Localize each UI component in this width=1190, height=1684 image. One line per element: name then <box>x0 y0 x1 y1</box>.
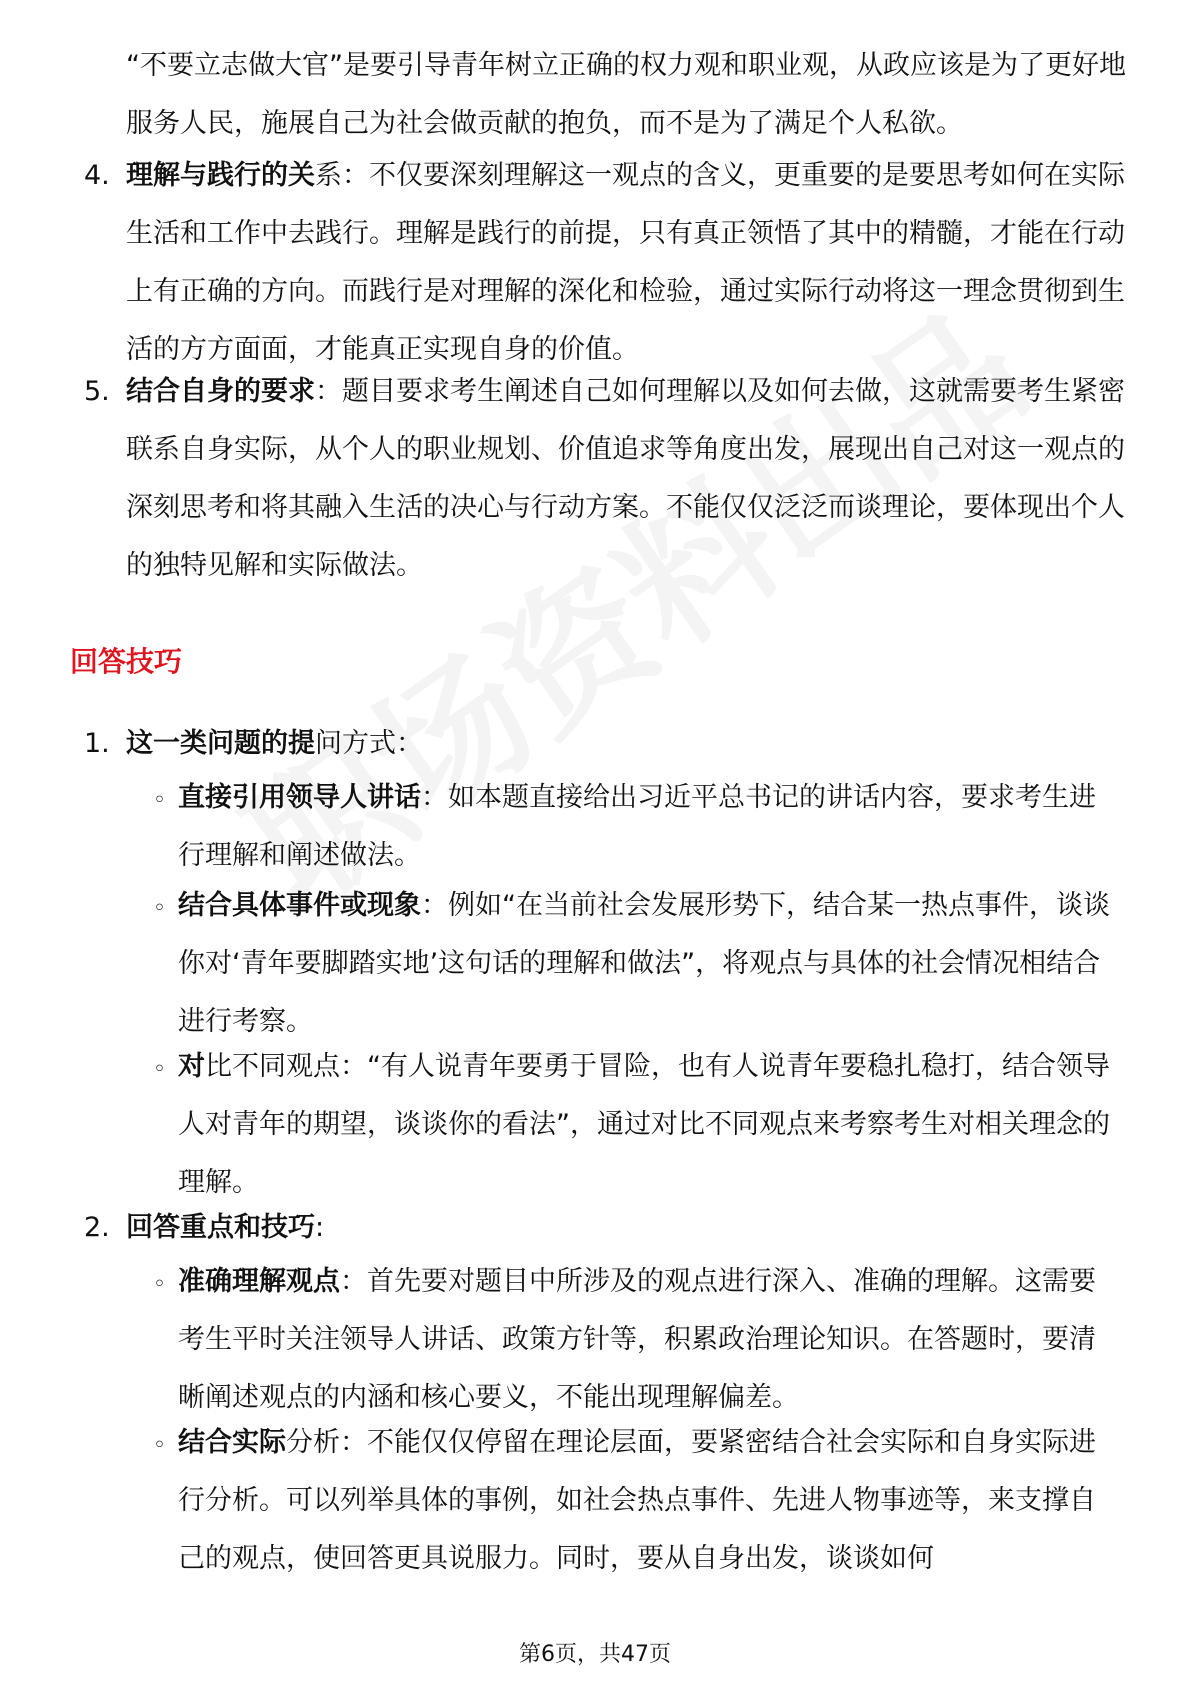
technique-2-title: 回答重点和技巧 <box>126 1212 315 1243</box>
item-title: 结合实际 <box>178 1427 286 1458</box>
point-4-title: 理解与践行的关 <box>126 160 315 191</box>
point-4-number: 4. <box>84 160 110 191</box>
item-title-rest: 比不同观点 <box>205 1051 340 1082</box>
bullet-icon: ◦ <box>153 1433 166 1458</box>
technique-1-colon: ： <box>396 728 423 759</box>
point-5-paragraph <box>126 363 1126 595</box>
item-text: ：如本题直接给出习近平总书记的讲话内容，要求考生进行理解和阐述做法。 <box>178 782 1096 871</box>
point-5-title: 结合自身的要求 <box>126 376 315 407</box>
item-title: 对 <box>178 1051 205 1082</box>
bullet-icon: ◦ <box>153 788 166 813</box>
technique-1-item-1 <box>178 769 1118 885</box>
technique-2-colon: : <box>315 1212 325 1243</box>
point-4-text: ：不仅要深刻理解这一观点的含义，更重要的是要思考如何在实际生活和工作中去践行。理解是践行的前提，只有真正领悟了其中的精髓，才能在行动上有正确的方向。而践行是对理解的深化和检验，通过实际行动将这一理念贯彻到生活的方方面面，才能真正实现自身的价值。 <box>126 160 1125 365</box>
technique-1-heading <box>126 715 1126 773</box>
technique-2-item-2 <box>178 1414 1118 1588</box>
item-text: ：“有人说青年要勇于冒险，也有人说青年要稳扎稳打，结合领导人对青年的期望，谈谈你的看法”，通过对比不同观点来考察考生对相关理念的理解。 <box>178 1051 1110 1198</box>
intro-paragraph: “不要立志做大官”是要引导青年树立正确的权力观和职业观，从政应该是为了更好地服务人民，施展自己为社会做贡献的抱负，而不是为了满足个人私欲。 <box>126 50 1126 139</box>
point-5-number: 5. <box>84 376 110 407</box>
point-4-title-rest: 系 <box>315 160 342 191</box>
technique-2-item-1 <box>178 1253 1118 1427</box>
item-title: 直接引用领导人讲话 <box>178 782 421 813</box>
item-title: 准确理解观点 <box>178 1266 340 1297</box>
point-4-paragraph <box>126 147 1126 379</box>
technique-1-item-2 <box>178 877 1118 1051</box>
technique-1-title-rest: 问方式 <box>315 728 396 759</box>
item-text: ：例如“在当前社会发展形势下，结合某一热点事件，谈谈你对‘青年要脚踏实地’这句话的理解和做法”，将观点与具体的社会情况相结合进行考察。 <box>178 890 1110 1037</box>
section-heading: 回答技巧 <box>70 645 183 678</box>
bullet-icon: ◦ <box>153 896 166 921</box>
item-title-rest: 分析 <box>286 1427 340 1458</box>
technique-1-title: 这一类问题的提 <box>126 728 315 759</box>
page-number: 第6页，共47页 <box>519 1642 671 1667</box>
technique-1-number: 1. <box>84 728 110 759</box>
item-text: ：首先要对题目中所涉及的观点进行深入、准确的理解。这需要考生平时关注领导人讲话、政策方针等，积累政治理论知识。在答题时，要清晰阐述观点的内涵和核心要义，不能出现理解偏差。 <box>178 1266 1096 1413</box>
item-text: ：不能仅仅停留在理论层面，要紧密结合社会实际和自身实际进行分析。可以列举具体的事例，如社会热点事件、先进人物事迹等，来支撑自己的观点，使回答更具说服力。同时，要从自身出发，谈谈如何 <box>178 1427 1096 1574</box>
technique-2-heading <box>126 1199 1126 1257</box>
item-title: 结合具体事件或现象 <box>178 890 421 921</box>
point-5-text: ：题目要求考生阐述自己如何理解以及如何去做，这就需要考生紧密联系自身实际，从个人的职业规划、价值追求等角度出发，展现出自己对这一观点的深刻思考和将其融入生活的决心与行动方案。不能仅仅泛泛而谈理论，要体现出个人的独特见解和实际做法。 <box>126 376 1125 581</box>
technique-1-item-3 <box>178 1038 1118 1212</box>
bullet-icon: ◦ <box>153 1272 166 1297</box>
technique-2-number: 2. <box>84 1212 110 1243</box>
bullet-icon: ◦ <box>153 1057 166 1082</box>
